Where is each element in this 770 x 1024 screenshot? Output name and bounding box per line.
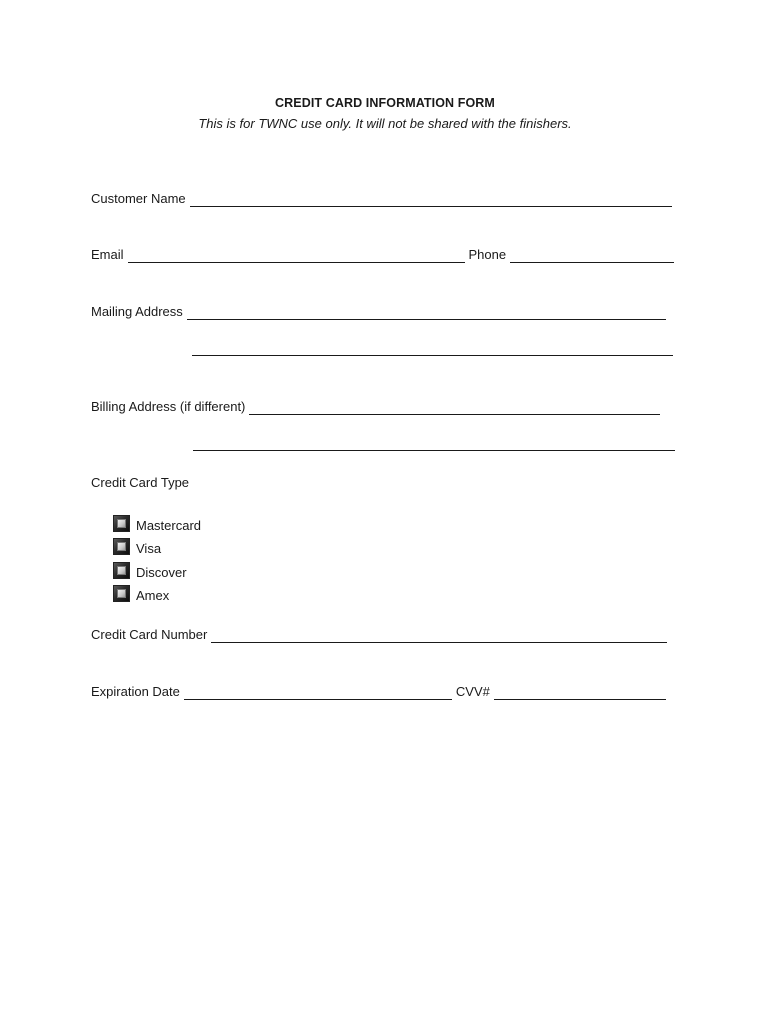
mailing-address-row — [91, 302, 666, 320]
form-title: CREDIT CARD INFORMATION FORM — [275, 96, 495, 110]
credit-card-number-label: Credit Card Number — [91, 627, 208, 642]
phone-field[interactable] — [510, 248, 674, 263]
checkbox-icon[interactable] — [113, 515, 130, 532]
cvv-field[interactable] — [494, 685, 666, 700]
credit-card-type-label: Credit Card Type — [91, 475, 190, 490]
billing-address-label: Billing Address (if different) — [91, 399, 246, 414]
checkbox-icon[interactable] — [113, 562, 130, 579]
credit-card-type-row — [91, 473, 189, 491]
expiration-date-label: Expiration Date — [91, 684, 180, 699]
customer-name-field[interactable] — [190, 192, 672, 207]
expiration-cvv-row — [91, 682, 666, 700]
card-type-options — [113, 510, 201, 604]
billing-address-row — [91, 397, 660, 415]
card-type-option-visa[interactable] — [113, 534, 201, 558]
email-field[interactable] — [128, 248, 465, 263]
customer-name-row — [91, 189, 672, 207]
billing-address-line-2[interactable] — [193, 450, 675, 451]
card-type-option-discover[interactable] — [113, 557, 201, 581]
card-type-option-mastercard[interactable] — [113, 510, 201, 534]
mailing-address-line-2[interactable] — [192, 355, 673, 356]
customer-name-label: Customer Name — [91, 191, 186, 206]
cvv-label: CVV# — [455, 684, 490, 699]
card-type-label: Amex — [136, 588, 170, 603]
credit-card-number-row — [91, 625, 667, 643]
checkbox-icon[interactable] — [113, 585, 130, 602]
checkbox-icon[interactable] — [113, 538, 130, 555]
mailing-address-label: Mailing Address — [91, 304, 183, 319]
phone-label: Phone — [468, 247, 507, 262]
email-label: Email — [91, 247, 124, 262]
billing-address-field[interactable] — [249, 400, 660, 415]
card-type-label: Discover — [136, 564, 187, 580]
form-subtitle: This is for TWNC use only. It will not be shared with the finishers. — [198, 116, 572, 131]
card-type-label: Mastercard — [136, 517, 202, 533]
card-type-option-amex[interactable] — [113, 581, 201, 605]
credit-card-number-field[interactable] — [211, 628, 667, 643]
card-type-label: Visa — [136, 541, 162, 556]
email-phone-row — [91, 245, 674, 263]
expiration-date-field[interactable] — [184, 685, 452, 700]
mailing-address-field[interactable] — [187, 305, 666, 320]
